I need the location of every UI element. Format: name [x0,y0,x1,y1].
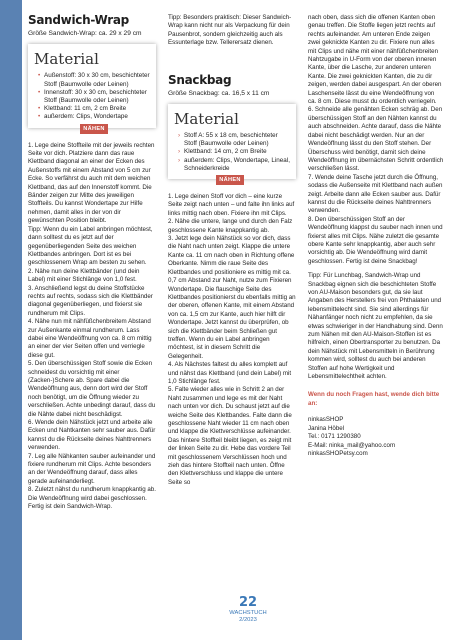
page-number: 22 [238,595,258,610]
contact-block [308,391,444,458]
magazine-name: WACHSTUCH [229,610,267,616]
paragraph: 8. Den überschüssigen Stoff an der Wendeöffnung klappst du sauber nach innen und fixierst alles mit Clips. Nähe zuletzt die gesamte obere Kante sehr knappkantig, aber auch sehr vorsichtig ab. Die Wendeöffnung wird damit geschlossen. Fertig ist deine Snackbag! [308,215,443,265]
material-item: • außerdem: Clips, Wondertape [38,113,150,121]
paragraph: 7. Wende deine Tasche jetzt durch die Öffnung, sodass die Außenseite mit Klettband nach außen zeigt. Arbeite dann alle Ecken sauber aus. Dafür kannst du die Rückseite deines Nahttrenners verwenden. [308,173,443,215]
paragraph: 7. Leg alle Nähkanten sauber aufeinander und fixiere rundherum mit Clips. Achte besonders an der Wendeöffnung darauf, dass alles gerade aufeinanderliegt. [28,452,156,485]
issue: 2/2023 [239,617,257,623]
contact-line: ninkasSHOP [308,416,344,424]
paragraph: 2. Nähe nun deine Klettbänder (und dein Label) mit einer Stichlänge von 1,0 fest. [28,267,140,284]
tip-paragraph: Tipp: Für Lunchbag, Sandwich-Wrap und Snackbag eignen sich die beschichteten Stoffe von AU-Maison besonders gut, da sie laut Angaben des Herstellers frei von Phthalaten und lebensmittelecht sind. Sie sind allerdings für Nähanfänger noch nicht zu empfehlen, da sie etwas schwieriger in der Handhabung sind. Denn zum Nähen mit den AU-Maison-Stoffen ist es hilfreich, einen Obertransporter zu benutzen. Da dein Nähstück mit Lebensmitteln in Berührung kommen wird, solltest du auch bei anderen Stoffen auf hohe Wertigkeit und Lebensmittelechtheit achten. [308,272,443,381]
paragraph: 5. Den überschüssigen Stoff sowie die Ecken schneidest du vorsichtig mit einer (Zacken-)Schere ab. Spare dabei die Wendeöffnung aus, denn dort wird der Stoff noch benötigt, um die Öffnung wieder zu verschließen. Achte unbedingt darauf, dass du die Nähte dabei nicht beschädigst. [28,360,156,418]
paragraph: Tipp: Wenn du ein Label anbringen möchtest, dann solltest du es jetzt auf der gegenüberliegenden Seite des weichen Klettbandes anbringen. Dort ist es bei geschlossenem Wrap am besten zu sehen. [28,225,153,267]
contact-line: ninkasSHOPetsy.com [308,449,368,457]
paragraph: 6. Schneide alle genähten Ecken schräg ab. Den überschüssigen Stoff an den Nähten kannst du auch abschneiden. Achte darauf, dass die Nähte dabei nicht beschädigt werden. Nur an der Wendeöffnung lässt du den Stoff stehen. Der Überschuss wird benötigt, damit sich deine Wendeöffnung im übernächsten Schritt ordentlich verschließen lässt. [308,106,444,173]
paragraph: 3. Jetzt lege dein Nähstück so vor dich, dass die Naht nach unten zeigt. Klappe die untere Kante ca. 11 cm nach oben in Richtung offene Oberkante. Nimm die raue Seite des Klettbandes und positioniere es mittig mit ca. 0,7 cm Abstand zur Naht, nutze zum Fixieren Wondertape. Die flauschige Seite des Klettbandes positionierst du ebenfalls mittig an der oberen, offenen Kante, mit einem Abstand von ca. 1,5 cm zur Kante, auch hier hilft dir Wondertape. Jetzt kannst du überprüfen, ob sich die Klettbänder beim Schließen gut treffen. Wenn du ein Label anbringen möchtest, ist in diesem Schritt die Gelegenheit. [168,235,296,360]
paragraph: 8. Zuletzt nähst du rundherum knappkantig ab. Die Wendeöffnung wird dabei geschlossen. Fertig ist dein Sandwich-Wrap. [28,486,156,511]
naehen-tag: NÄHEN [80,124,108,134]
material-card-sandwich [28,44,156,132]
instructions-sandwich [28,142,156,512]
material-card-title: Material [34,50,99,69]
snackbag-size: Größe Snackbag: ca. 16,5 x 11 cm [168,89,270,97]
material-card-title: Material [174,110,239,129]
paragraph: 1. Lege deine Stoffteile mit der jeweils rechten Seite vor dich. Platziere dann das raue Klettband diagonal an einer der Ecken des Außenstoffs mit einem Abstand von 5 cm zur Ecke. So verfährst du auch mit dem weichen Klettband, das auf den Innenstoff kommt. Die Bänder zeigen zur Mitte des jeweiligen Stoffteils. Du kannst Wondertape zur Hilfe nehmen, damit alles in der von dir gewünschten Position bleibt. [28,141,155,225]
sandwich-size: Größe Sandwich-Wrap: ca. 29 x 29 cm [28,30,142,37]
page [22,0,452,640]
paragraph: 3. Anschließend legst du deine Stoffstücke rechts auf rechts, sodass sich die Klettbänder diagonal gegenüberliegen, und fixierst sie rundherum mit Clips. [28,284,153,317]
naehen-tag: NÄHEN [216,175,244,185]
column-1 [28,14,156,512]
material-item: • Klettband: 11 cm, 2 cm Breite [38,105,150,113]
tip-paragraph: Tipp: Besonders praktisch: Dieser Sandwich-Wrap kann nicht nur als Verpackung für dein Pausenbrot, sondern gleichzeitig auch als Essunterlage bzw. Tellerersatz dienen. [168,14,292,47]
section-title-snackbag: Snackbag [168,72,232,87]
contact-line: E-Mail: ninka_mail@yahoo.com [308,441,396,449]
paragraph: nach oben, dass sich die offenen Kanten oben genau treffen. Die Stoffe liegen jetzt rechts auf rechts aufeinander. Am unteren Ende zeigen zwei geknickte Kanten zu dir. Fixiere nun alles mit Clips und nähe mit einer nähfüßchenbreiten Nahtzugabe in U-Form von der oberen inneren Kante, über die Lasche, zur anderen unteren Kante. Die zwei geknickten Kanten, die zu dir zeigen, werden dabei ausgespart. An der oberen Laschenseite lässt du eine Wendeöffnung von ca. 8 cm. Diese musst du ordentlich verriegeln. [308,14,442,106]
paragraph: 4. Nähe nun mit nähfüßchenbreitem Abstand zur Außenkante einmal rundherum. Lass dabei eine Wendeöffnung von ca. 8 cm mittig an einer der vier Seiten offen und verriegle diese gut. [28,318,152,359]
paragraph: 1. Lege deinen Stoff vor dich – eine kurze Seite zeigt nach unten – und falte ihn links auf links mittig nach oben. Fixiere ihn mit Clips. [168,193,295,217]
paragraph: 5. Falte wieder alles wie in Schritt 2 an der Naht zusammen und lege es mit der Naht nach unten vor dich. Du schaust jetzt auf die weiche Seite des Klettbandes. Falte dann die geschlossene Naht wieder 11 cm nach oben und klappe die Klettverschlüsse aufeinander. Das hintere Stoffteil bleibt liegen, es zeigt mit der linken Seite zu dir. Hebe das vordere Teil mit geschlossenem Verschlüssen hoch und zieh das hintere Stoffteil nach unten. Öffne den Klettverschluss und klappe die untere Seite so [168,386,292,486]
paragraph: 2. Nähe die untere, lange und durch den Falz geschlossene Kante knappkantig ab. [168,218,293,234]
instructions-snackbag [168,193,296,487]
column-2 [168,14,296,487]
paragraph: 4. Als Nächstes faltest du alles komplett auf und nähst das Klettband (und dein Label) mit 1,0 Stichlänge fest. [168,361,292,385]
section-title-sandwich-wrap: Sandwich-Wrap [28,13,129,27]
material-item: • Außenstoff: 30 x 30 cm, beschichteter Stoff (Baumwolle oder Leinen) [38,72,150,88]
material-item: › außerdem: Clips, Wondertape, Lineal, Schneiderkreide [178,157,290,173]
contact-intro: Wenn du noch Fragen hast, wende dich bitte an: [308,391,440,407]
material-card-snackbag [168,104,296,184]
paragraph: 6. Wende dein Nähstück jetzt und arbeite alle Ecken und Nahtkanten sehr sauber aus. Dafür kannst du die Rückseite deines Nahttrenners verwenden. [28,419,156,452]
material-list [38,72,150,121]
contact-line: Janina Höbel [308,424,345,432]
material-item: › Klettband: 14 cm, 2 cm Breite [178,148,290,156]
contact-line: Tel.: 0171 1290380 [308,433,361,441]
material-item: › Stoff A: 55 x 18 cm, beschichteter Stoff (Baumwolle oder Leinen) [178,132,290,148]
material-list [178,132,290,173]
page-footer [218,596,278,624]
column-3 [308,14,444,458]
material-item: • Innenstoff: 30 x 30 cm, beschichteter Stoff (Baumwolle oder Leinen) [38,89,150,105]
